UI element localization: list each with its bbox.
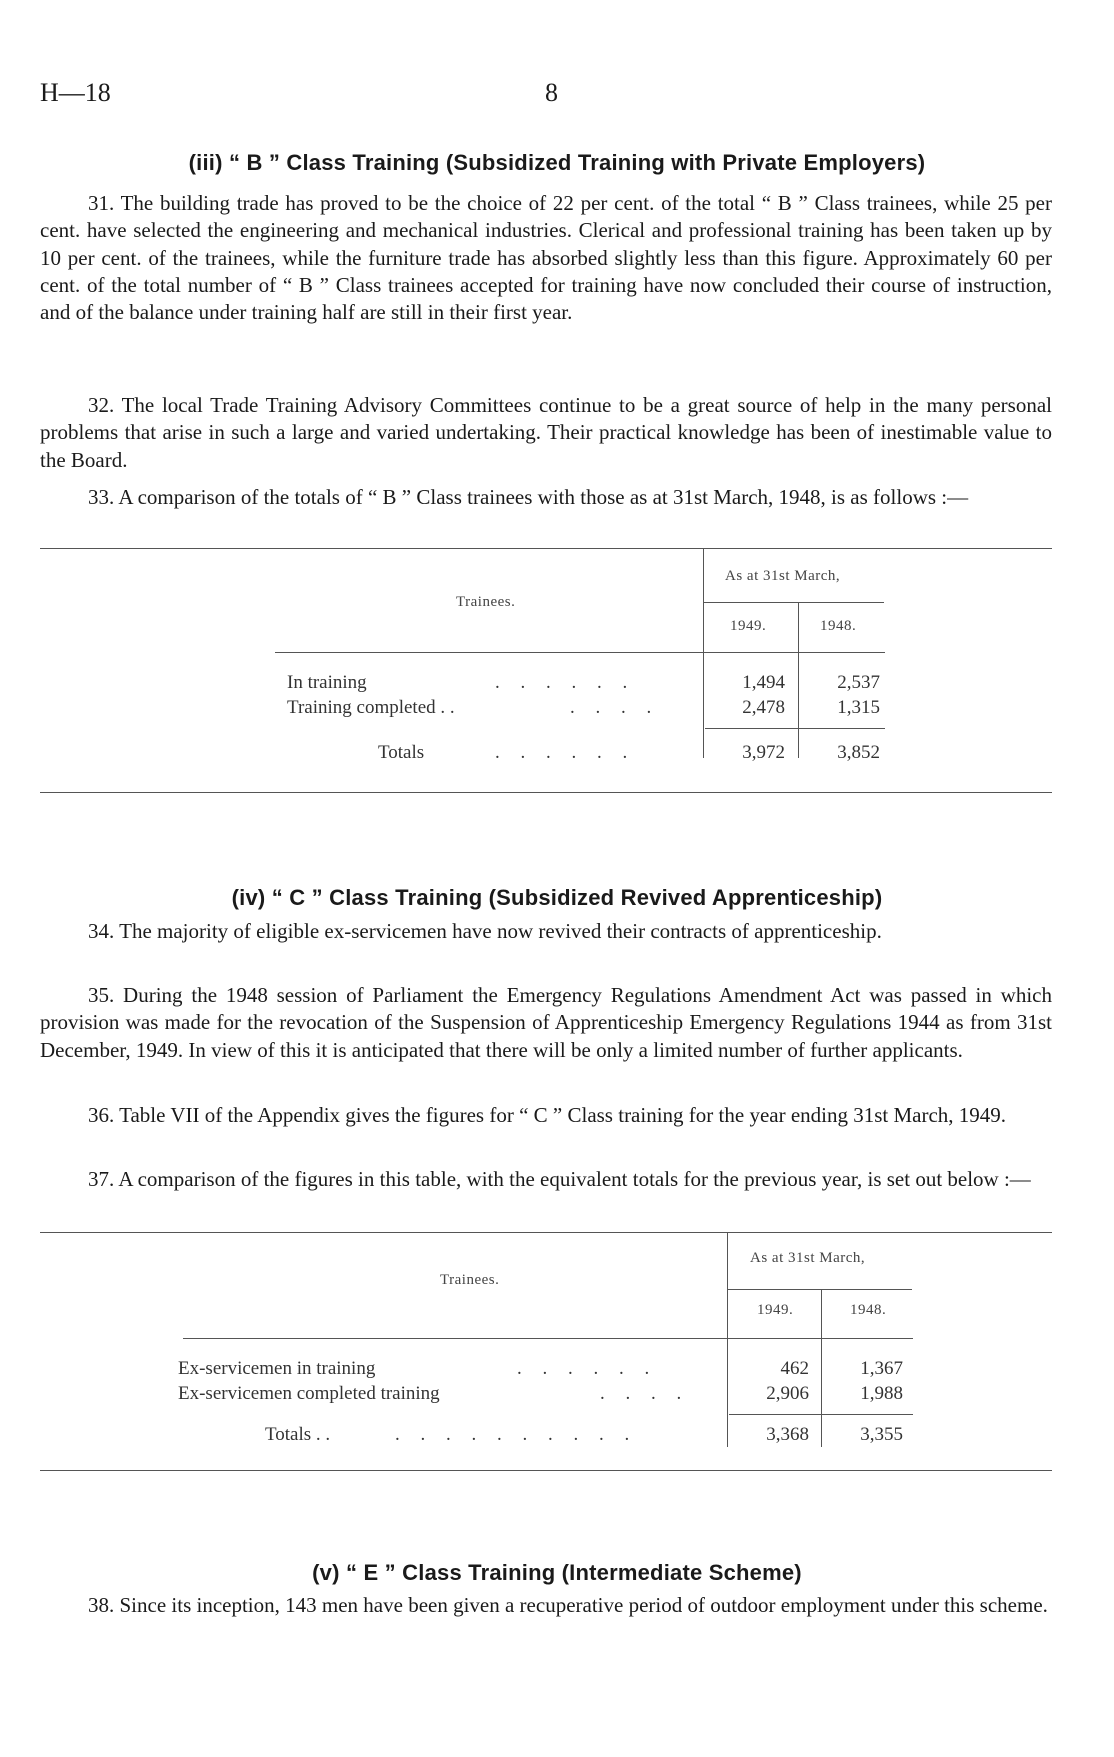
- table-b-group-rule: [704, 602, 884, 603]
- table-c-year-1948: 1948.: [850, 1302, 887, 1318]
- table-c-top-rule: [40, 1232, 1052, 1233]
- leader-dots: . . . . . .: [517, 1358, 658, 1379]
- paragraph-38: 38. Since its inception, 143 men have been given a recuperative period of outdoor employment under this scheme.: [88, 1593, 1048, 1617]
- page-number: 8: [545, 78, 558, 107]
- totals-label: Totals: [378, 742, 425, 763]
- table-b-divider: [703, 548, 704, 758]
- table-c-header-rule: [183, 1338, 913, 1339]
- row-label: Training completed . .: [287, 697, 455, 718]
- table-b-top-rule: [40, 548, 1052, 549]
- value-1949: 1,494: [742, 672, 785, 693]
- paragraph-32: 32. The local Trade Training Advisory Committees continue to be a great source of help in the many personal problems that arise in such a large and varied undertaking. Their practical knowledge has been of inestimable value to the Board.: [40, 393, 1052, 472]
- section-v-heading: (v) “ E ” Class Training (Intermediate Scheme): [312, 1560, 802, 1585]
- value-1948: 1,988: [860, 1383, 903, 1404]
- table-b-group-header: As at 31st March,: [725, 568, 841, 584]
- row-label: Ex-servicemen in training: [178, 1358, 376, 1379]
- table-c-year-1949: 1949.: [757, 1302, 794, 1318]
- table-b-year-divider: [798, 603, 799, 758]
- total-1949: 3,972: [742, 742, 785, 763]
- value-1949: 2,906: [766, 1383, 809, 1404]
- value-1949: 2,478: [742, 697, 785, 718]
- totals-label: Totals . .: [265, 1424, 331, 1445]
- leader-dots: . . . .: [570, 697, 660, 718]
- table-b-year-1949: 1949.: [730, 618, 767, 634]
- table-c-divider: [727, 1232, 728, 1447]
- table-c-group-rule: [728, 1289, 912, 1290]
- table-b-header-rule: [275, 652, 885, 653]
- table-b-bottom-rule: [40, 792, 1052, 793]
- leader-dots: . . . . . .: [495, 742, 636, 763]
- section-iv-heading: (iv) “ C ” Class Training (Subsidized Revived Apprenticeship): [231, 885, 883, 910]
- table-b-sum-rule: [705, 728, 885, 729]
- document-code: H—18: [40, 78, 111, 107]
- table-b-year-1948: 1948.: [820, 618, 857, 634]
- value-1948: 2,537: [837, 672, 880, 693]
- paragraph-36: 36. Table VII of the Appendix gives the figures for “ C ” Class training for the year ending 31st March, 1949.: [88, 1103, 1007, 1127]
- row-label: Ex-servicemen completed training: [178, 1383, 440, 1404]
- table-c-year-divider: [821, 1290, 822, 1447]
- paragraph-37: 37. A comparison of the figures in this table, with the equivalent totals for the previous year, is set out below :—: [88, 1167, 1031, 1191]
- paragraph-34: 34. The majority of eligible ex-servicemen have now revived their contracts of apprenticeship.: [88, 919, 882, 943]
- value-1949: 462: [780, 1358, 809, 1379]
- total-1948: 3,355: [860, 1424, 903, 1445]
- total-1949: 3,368: [766, 1424, 809, 1445]
- leader-dots: . . . . . . . . . .: [395, 1424, 638, 1445]
- leader-dots: . . . .: [600, 1383, 690, 1404]
- paragraph-31: 31. The building trade has proved to be the choice of 22 per cent. of the total “ B ” Class trainees, while 25 per cent. have selected the engineering and mechanical industries. Clerical and professional training has been taken up by 10 per cent. of the trainees, while the furniture trade has absorbed slightly less than this figure. Approximately 60 per cent. of the total number of “ B ” Class trainees accepted for training have now concluded their course of instruction, and of the balance under training half are still in their first year.: [40, 191, 1052, 325]
- table-c-trainees-header: Trainees.: [440, 1272, 500, 1288]
- paragraph-35: 35. During the 1948 session of Parliament the Emergency Regulations Amendment Act was passed in which provision was made for the revocation of the Suspension of Apprenticeship Emergency Regulations 1944 as from 31st December, 1949. In view of this it is anticipated that there will be only a limited number of further applicants.: [40, 983, 1052, 1062]
- table-c-bottom-rule: [40, 1470, 1052, 1471]
- row-label: In training: [287, 672, 367, 693]
- value-1948: 1,315: [837, 697, 880, 718]
- table-c-group-header: As at 31st March,: [750, 1250, 866, 1266]
- value-1948: 1,367: [860, 1358, 903, 1379]
- leader-dots: . . . . . .: [495, 672, 636, 693]
- section-iii-heading: (iii) “ B ” Class Training (Subsidized Training with Private Employers): [188, 150, 926, 175]
- paragraph-33: 33. A comparison of the totals of “ B ” Class trainees with those as at 31st March, 1948, is as follows :—: [88, 485, 969, 509]
- total-1948: 3,852: [837, 742, 880, 763]
- table-c-sum-rule: [729, 1414, 913, 1415]
- table-b-trainees-header: Trainees.: [456, 594, 516, 610]
